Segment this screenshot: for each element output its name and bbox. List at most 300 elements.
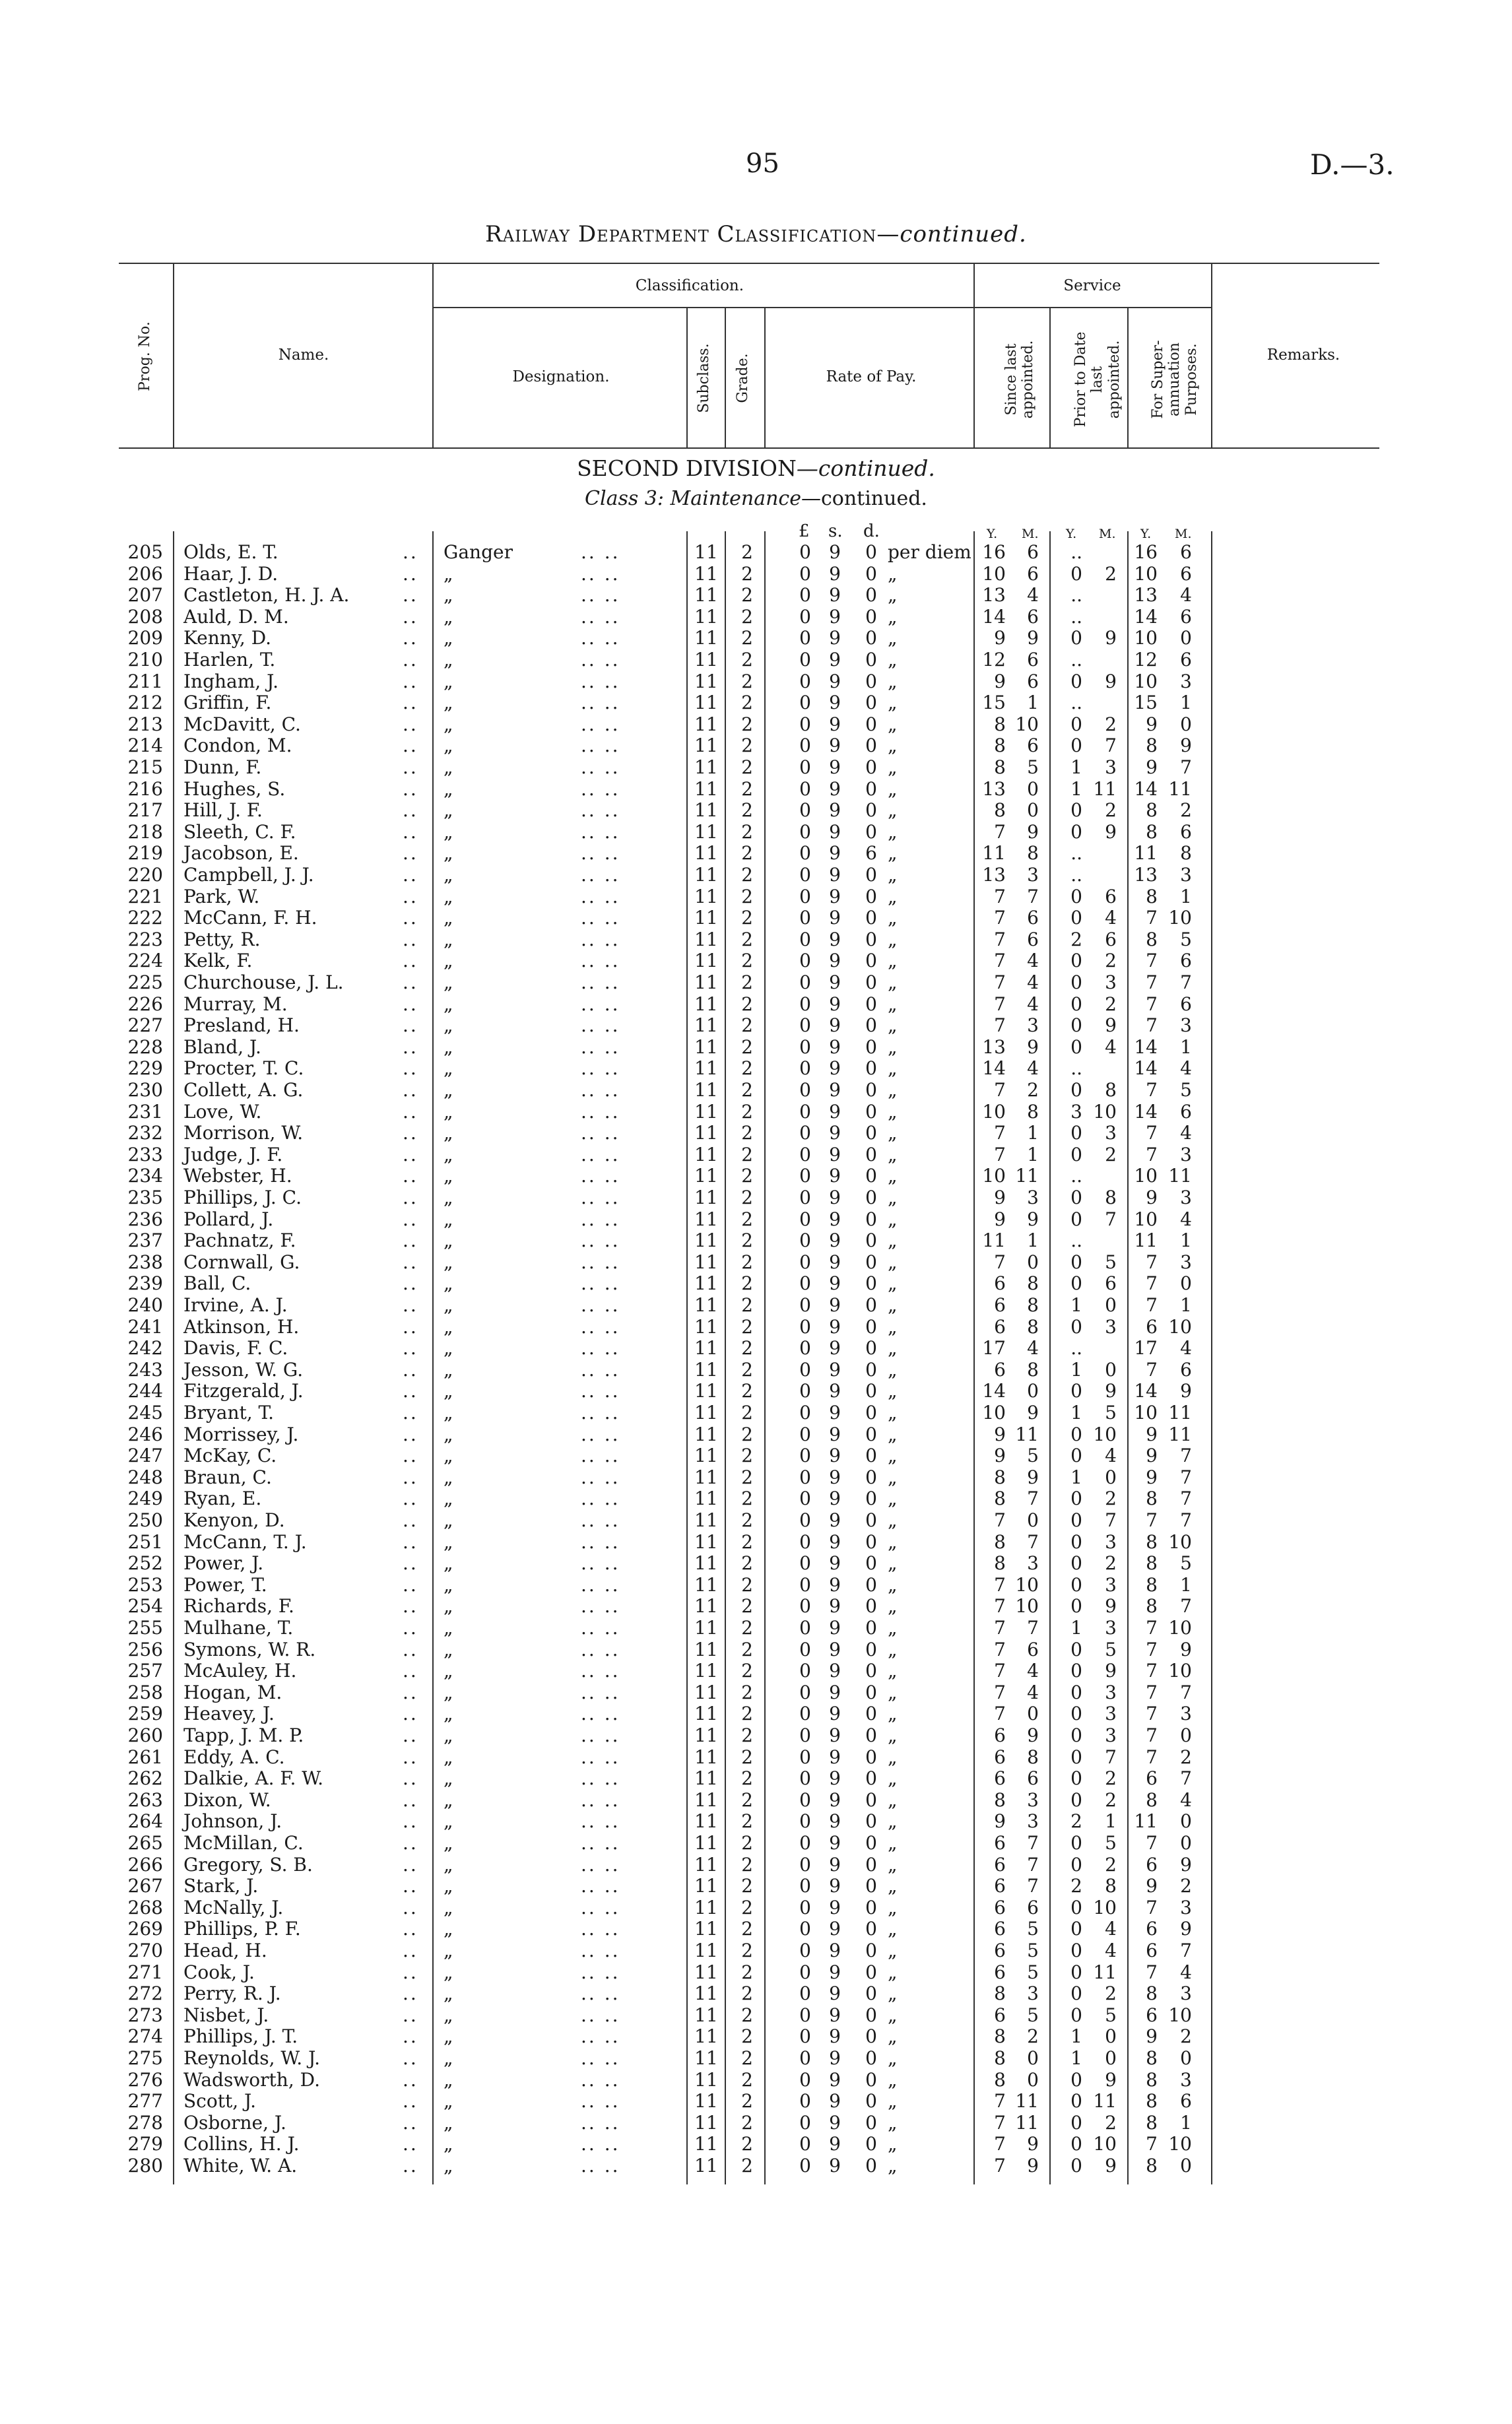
- subclass: 11: [694, 842, 718, 865]
- pay-period: „: [888, 735, 898, 757]
- designation: „: [444, 2025, 453, 2048]
- since-months: 6: [1027, 1638, 1039, 1660]
- subclass: 11: [694, 1617, 718, 1639]
- pay-shillings: 9: [829, 1272, 841, 1295]
- since-years: 13: [982, 864, 1006, 886]
- header-divider-service: [1211, 263, 1212, 447]
- super-years: 8: [1146, 1530, 1158, 1553]
- pay-period: „: [888, 605, 898, 628]
- grade: 2: [741, 1617, 753, 1639]
- employee-name: Murray, M.: [183, 993, 288, 1015]
- table-row: [0, 584, 1512, 605]
- designation: „: [444, 1573, 453, 1596]
- super-months: 1: [1180, 1294, 1192, 1316]
- prog-no: 266: [127, 1853, 163, 1876]
- pay-period: „: [888, 993, 898, 1015]
- prior-months: 5: [1105, 1251, 1117, 1273]
- prior-years: ..: [1070, 1057, 1082, 1080]
- prior-months: 3: [1105, 1681, 1117, 1703]
- pay-period: „: [888, 864, 898, 886]
- employee-name: McKay, C.: [183, 1445, 277, 1467]
- since-months: 11: [1015, 1423, 1039, 1445]
- prior-months: 3: [1105, 1315, 1117, 1338]
- since-years: 8: [994, 1466, 1006, 1488]
- super-years: 9: [1146, 713, 1158, 735]
- since-years: 6: [994, 1961, 1006, 1983]
- subclass: 11: [694, 950, 718, 972]
- prog-no: 223: [127, 928, 163, 950]
- pay-pence: 0: [865, 627, 877, 649]
- super-years: 8: [1146, 799, 1158, 822]
- prog-no: 271: [127, 1961, 163, 1983]
- subclass: 11: [694, 1488, 718, 1510]
- header-divider-name: [432, 263, 434, 447]
- name-leader-dots: ..: [403, 584, 418, 606]
- prior-years: 0: [1070, 713, 1082, 735]
- prior-years: 0: [1070, 1251, 1082, 1273]
- designation-leader-dots: .. ..: [581, 1187, 620, 1208]
- grade: 2: [741, 1788, 753, 1811]
- since-years: 9: [994, 1445, 1006, 1467]
- employee-name: McDavitt, C.: [183, 713, 301, 735]
- title-continued: continued.: [900, 221, 1027, 247]
- prior-months: 11: [1093, 2090, 1117, 2113]
- subclass: 11: [694, 2133, 718, 2155]
- designation-leader-dots: .. ..: [581, 928, 620, 950]
- pay-shillings: 9: [829, 2004, 841, 2026]
- pay-pence: 0: [865, 1079, 877, 1101]
- designation: „: [444, 1509, 453, 1531]
- pay-shillings: 9: [829, 864, 841, 886]
- subclass: 11: [694, 1187, 718, 1208]
- prior-years: 0: [1070, 1961, 1082, 1983]
- prog-no: 219: [127, 842, 163, 865]
- prior-years: ..: [1070, 541, 1082, 563]
- super-years: 10: [1134, 670, 1158, 692]
- grade: 2: [741, 1530, 753, 1553]
- designation-leader-dots: .. ..: [581, 584, 620, 606]
- pay-pence: 0: [865, 1272, 877, 1295]
- subclass: 11: [694, 1100, 718, 1123]
- since-months: 1: [1027, 692, 1039, 714]
- prog-no: 254: [127, 1595, 163, 1618]
- grade: 2: [741, 2111, 753, 2134]
- employee-name: Morrissey, J.: [183, 1423, 299, 1445]
- title-separator: —: [876, 221, 900, 247]
- prior-months: 11: [1093, 1961, 1117, 1983]
- pay-shillings: 9: [829, 1358, 841, 1381]
- employee-name: Gregory, S. B.: [183, 1853, 313, 1876]
- super-months: 9: [1180, 1853, 1192, 1876]
- super-years: 7: [1146, 993, 1158, 1015]
- table-row: [0, 1789, 1512, 1810]
- subclass: 11: [694, 713, 718, 735]
- subclass: 11: [694, 1402, 718, 1424]
- pay-pence: 0: [865, 950, 877, 972]
- super-months: 3: [1180, 1014, 1192, 1037]
- since-months: 7: [1027, 1875, 1039, 1897]
- pay-shillings: 9: [829, 799, 841, 822]
- pay-pounds: 0: [799, 1853, 811, 1876]
- super-months: 6: [1180, 562, 1192, 585]
- designation-leader-dots: .. ..: [581, 2111, 620, 2134]
- grade: 2: [741, 993, 753, 1015]
- name-leader-dots: ..: [403, 649, 418, 671]
- pay-period: „: [888, 1595, 898, 1618]
- designation: „: [444, 1402, 453, 1424]
- pay-shillings: 9: [829, 1294, 841, 1316]
- prog-no: 257: [127, 1660, 163, 1682]
- designation: „: [444, 1767, 453, 1790]
- pay-pounds: 0: [799, 541, 811, 563]
- designation: „: [444, 562, 453, 585]
- prior-years: 0: [1070, 1940, 1082, 1961]
- prog-no: 249: [127, 1488, 163, 1510]
- since-years: 8: [994, 756, 1006, 778]
- since-months: 9: [1027, 627, 1039, 649]
- prior-months: 2: [1105, 1143, 1117, 1165]
- designation: „: [444, 1337, 453, 1359]
- pay-period: „: [888, 1294, 898, 1316]
- grade: 2: [741, 1445, 753, 1467]
- pay-pence: 0: [865, 541, 877, 563]
- pay-shillings: 9: [829, 1681, 841, 1703]
- employee-name: Campbell, J. J.: [183, 864, 314, 886]
- prior-years: 0: [1070, 2068, 1082, 2091]
- prior-years: 1: [1070, 756, 1082, 778]
- grade: 2: [741, 950, 753, 972]
- designation-leader-dots: .. ..: [581, 1057, 620, 1080]
- pay-shillings: 9: [829, 756, 841, 778]
- subclass: 11: [694, 1681, 718, 1703]
- subclass: 11: [694, 1079, 718, 1101]
- header-bottom-rule: [119, 447, 1379, 449]
- since-months: 6: [1027, 907, 1039, 929]
- employee-name: Scott, J.: [183, 2090, 256, 2113]
- pay-pounds: 0: [799, 2068, 811, 2091]
- super-months: 1: [1180, 692, 1192, 714]
- prog-no: 218: [127, 820, 163, 843]
- pay-period: „: [888, 820, 898, 843]
- prog-no: 229: [127, 1057, 163, 1080]
- pay-period: „: [888, 1552, 898, 1575]
- designation-leader-dots: .. ..: [581, 713, 620, 735]
- table-row: [0, 1746, 1512, 1767]
- designation: „: [444, 1272, 453, 1295]
- designation-leader-dots: .. ..: [581, 649, 620, 671]
- subclass: 11: [694, 2047, 718, 2069]
- prior-years: 0: [1070, 1315, 1082, 1338]
- since-months: 8: [1027, 1272, 1039, 1295]
- page-title: [0, 221, 1512, 247]
- table-row: [0, 2069, 1512, 2090]
- super-years: 7: [1146, 1014, 1158, 1037]
- prior-years: 0: [1070, 885, 1082, 907]
- designation: „: [444, 627, 453, 649]
- super-years: 8: [1146, 735, 1158, 757]
- pay-pence: 0: [865, 2025, 877, 2048]
- header-designation: Designation.: [512, 368, 610, 385]
- prior-months: 3: [1105, 756, 1117, 778]
- subclass: 11: [694, 799, 718, 822]
- designation-leader-dots: .. ..: [581, 1767, 620, 1790]
- super-months: 7: [1180, 1681, 1192, 1703]
- pay-period: „: [888, 1187, 898, 1208]
- super-years: 14: [1134, 777, 1158, 800]
- super-years: 6: [1146, 1940, 1158, 1961]
- prog-no: 210: [127, 649, 163, 671]
- pay-pounds: 0: [799, 1165, 811, 1187]
- name-leader-dots: ..: [403, 1595, 418, 1618]
- prog-no: 228: [127, 1035, 163, 1058]
- prog-no: 245: [127, 1402, 163, 1424]
- name-leader-dots: ..: [403, 1402, 418, 1424]
- designation: „: [444, 993, 453, 1015]
- super-months: 10: [1168, 907, 1192, 929]
- designation: „: [444, 756, 453, 778]
- pay-pounds: 0: [799, 928, 811, 950]
- designation: „: [444, 864, 453, 886]
- prior-years: 0: [1070, 1595, 1082, 1618]
- subclass: 11: [694, 1165, 718, 1187]
- subclass: 11: [694, 627, 718, 649]
- pay-shillings: 9: [829, 1617, 841, 1639]
- pay-pence: 0: [865, 2111, 877, 2134]
- title-main: Railway Department Classification: [485, 221, 877, 247]
- pay-period: „: [888, 1165, 898, 1187]
- table-row: [0, 1918, 1512, 1939]
- super-months: 9: [1180, 735, 1192, 757]
- table-row: [0, 950, 1512, 971]
- employee-name: Kelk, F.: [183, 950, 253, 972]
- super-years: 13: [1134, 584, 1158, 606]
- since-months: 0: [1027, 2047, 1039, 2069]
- super-years: 13: [1134, 864, 1158, 886]
- subclass: 11: [694, 1057, 718, 1080]
- since-months: 8: [1027, 1315, 1039, 1338]
- super-months: 6: [1180, 820, 1192, 843]
- since-months: 6: [1027, 1896, 1039, 1918]
- unit-super-years: Y.: [1140, 527, 1152, 541]
- pay-pounds: 0: [799, 1229, 811, 1252]
- pay-pence: 0: [865, 2047, 877, 2069]
- designation: „: [444, 885, 453, 907]
- name-leader-dots: ..: [403, 1788, 418, 1811]
- super-years: 7: [1146, 1832, 1158, 1854]
- pay-pence: 0: [865, 1703, 877, 1725]
- pay-shillings: 9: [829, 1337, 841, 1359]
- subclass: 11: [694, 1875, 718, 1897]
- grade: 2: [741, 820, 753, 843]
- since-years: 6: [994, 1832, 1006, 1854]
- super-months: 1: [1180, 885, 1192, 907]
- super-years: 9: [1146, 1445, 1158, 1467]
- designation-leader-dots: .. ..: [581, 1014, 620, 1037]
- pay-pounds: 0: [799, 1122, 811, 1144]
- grade: 2: [741, 971, 753, 993]
- super-months: 1: [1180, 1229, 1192, 1252]
- prog-no: 274: [127, 2025, 163, 2048]
- employee-name: Symons, W. R.: [183, 1638, 316, 1660]
- subclass: 11: [694, 1509, 718, 1531]
- pay-pence: 0: [865, 1423, 877, 1445]
- designation: „: [444, 2155, 453, 2177]
- since-months: 0: [1027, 1509, 1039, 1531]
- super-years: 7: [1146, 1617, 1158, 1639]
- super-years: 8: [1146, 1982, 1158, 2005]
- subclass: 11: [694, 864, 718, 886]
- employee-name: Ingham, J.: [183, 670, 279, 692]
- since-months: 7: [1027, 1853, 1039, 1876]
- employee-name: Fitzgerald, J.: [183, 1380, 304, 1402]
- pay-shillings: 9: [829, 1660, 841, 1682]
- grade: 2: [741, 864, 753, 886]
- subclass: 11: [694, 885, 718, 907]
- since-months: 10: [1015, 1595, 1039, 1618]
- super-years: 10: [1134, 1165, 1158, 1187]
- pay-shillings: 9: [829, 1810, 841, 1833]
- designation-leader-dots: .. ..: [581, 950, 620, 972]
- class-name: Maintenance: [670, 487, 801, 510]
- since-years: 10: [982, 1402, 1006, 1424]
- super-years: 14: [1134, 1057, 1158, 1080]
- prior-years: 3: [1070, 1100, 1082, 1123]
- designation-leader-dots: .. ..: [581, 1681, 620, 1703]
- pay-period: „: [888, 777, 898, 800]
- prior-years: 0: [1070, 1746, 1082, 1768]
- since-months: 9: [1027, 1466, 1039, 1488]
- pay-pounds: 0: [799, 1251, 811, 1273]
- pay-pounds: 0: [799, 713, 811, 735]
- prior-months: 5: [1105, 1638, 1117, 1660]
- header-prog-no: Prog. No.: [137, 321, 153, 391]
- prior-years: ..: [1070, 584, 1082, 606]
- grade: 2: [741, 1832, 753, 1854]
- prior-months: 4: [1105, 907, 1117, 929]
- prior-years: ..: [1070, 864, 1082, 886]
- super-years: 14: [1134, 1380, 1158, 1402]
- designation: „: [444, 971, 453, 993]
- table-row: [0, 1466, 1512, 1488]
- subclass: 11: [694, 1315, 718, 1338]
- prior-years: 0: [1070, 627, 1082, 649]
- pay-shillings: 9: [829, 1940, 841, 1961]
- pay-period: „: [888, 2068, 898, 2091]
- super-months: 10: [1168, 1530, 1192, 1553]
- super-months: 10: [1168, 2004, 1192, 2026]
- table-row: [0, 1079, 1512, 1100]
- designation: „: [444, 605, 453, 628]
- pay-period: „: [888, 584, 898, 606]
- pay-shillings: 9: [829, 1746, 841, 1768]
- pay-shillings: 9: [829, 1466, 841, 1488]
- table-row: [0, 907, 1512, 928]
- pay-shillings: 9: [829, 605, 841, 628]
- prog-no: 240: [127, 1294, 163, 1316]
- pay-pence: 0: [865, 1767, 877, 1790]
- pay-shillings: 9: [829, 1315, 841, 1338]
- class-continued: —continued.: [801, 487, 927, 510]
- super-months: 1: [1180, 1573, 1192, 1596]
- since-months: 7: [1027, 885, 1039, 907]
- pay-period: „: [888, 950, 898, 972]
- since-years: 6: [994, 1940, 1006, 1961]
- pay-pence: 0: [865, 1380, 877, 1402]
- super-months: 2: [1180, 1875, 1192, 1897]
- pay-pounds: 0: [799, 1982, 811, 2005]
- designation: „: [444, 1315, 453, 1338]
- pay-period: „: [888, 907, 898, 929]
- pay-pence: 0: [865, 864, 877, 886]
- subclass: 11: [694, 541, 718, 563]
- table-row: [0, 1940, 1512, 1961]
- subclass: 11: [694, 584, 718, 606]
- pay-period: „: [888, 1853, 898, 1876]
- pay-period: „: [888, 1896, 898, 1918]
- designation: „: [444, 1100, 453, 1123]
- prog-no: 217: [127, 799, 163, 822]
- designation-leader-dots: .. ..: [581, 1961, 620, 1983]
- since-months: 11: [1015, 2090, 1039, 2113]
- pay-pence: 0: [865, 1165, 877, 1187]
- prior-months: 8: [1105, 1079, 1117, 1101]
- pay-pounds: 0: [799, 627, 811, 649]
- subclass: 11: [694, 1918, 718, 1940]
- grade: 2: [741, 2025, 753, 2048]
- division-continued: —continued.: [796, 455, 935, 481]
- since-months: 3: [1027, 1810, 1039, 1833]
- name-leader-dots: ..: [403, 1187, 418, 1208]
- pay-pounds: 0: [799, 1573, 811, 1596]
- name-leader-dots: ..: [403, 1445, 418, 1467]
- pay-pence: 0: [865, 1035, 877, 1058]
- prior-months: 2: [1105, 1767, 1117, 1790]
- pay-period: „: [888, 971, 898, 993]
- grade: 2: [741, 1208, 753, 1230]
- super-years: 8: [1146, 1573, 1158, 1596]
- pay-shillings: 9: [829, 692, 841, 714]
- header-top-rule: [119, 263, 1379, 264]
- designation-leader-dots: .. ..: [581, 1165, 620, 1187]
- pay-pounds: 0: [799, 1617, 811, 1639]
- service-underline: [973, 307, 1211, 308]
- name-leader-dots: ..: [403, 541, 418, 563]
- table-row: [0, 1272, 1512, 1294]
- designation: „: [444, 670, 453, 692]
- table-row: [0, 1724, 1512, 1746]
- since-months: 4: [1027, 950, 1039, 972]
- prog-no: 206: [127, 562, 163, 585]
- designation-leader-dots: .. ..: [581, 1229, 620, 1252]
- since-years: 6: [994, 1724, 1006, 1746]
- employee-name: Heavey, J.: [183, 1703, 275, 1725]
- super-years: 10: [1134, 1208, 1158, 1230]
- since-years: 9: [994, 627, 1006, 649]
- table-row: [0, 1380, 1512, 1401]
- grade: 2: [741, 1035, 753, 1058]
- pay-period: „: [888, 1746, 898, 1768]
- name-leader-dots: ..: [403, 971, 418, 993]
- pay-period: per diem: [888, 541, 971, 563]
- pay-shillings: 9: [829, 777, 841, 800]
- pay-pounds: 0: [799, 1187, 811, 1208]
- designation-leader-dots: .. ..: [581, 1337, 620, 1359]
- pay-pounds: 0: [799, 820, 811, 843]
- pay-pounds: 0: [799, 1681, 811, 1703]
- prog-no: 246: [127, 1423, 163, 1445]
- designation: „: [444, 1079, 453, 1101]
- pay-pence: 0: [865, 1552, 877, 1575]
